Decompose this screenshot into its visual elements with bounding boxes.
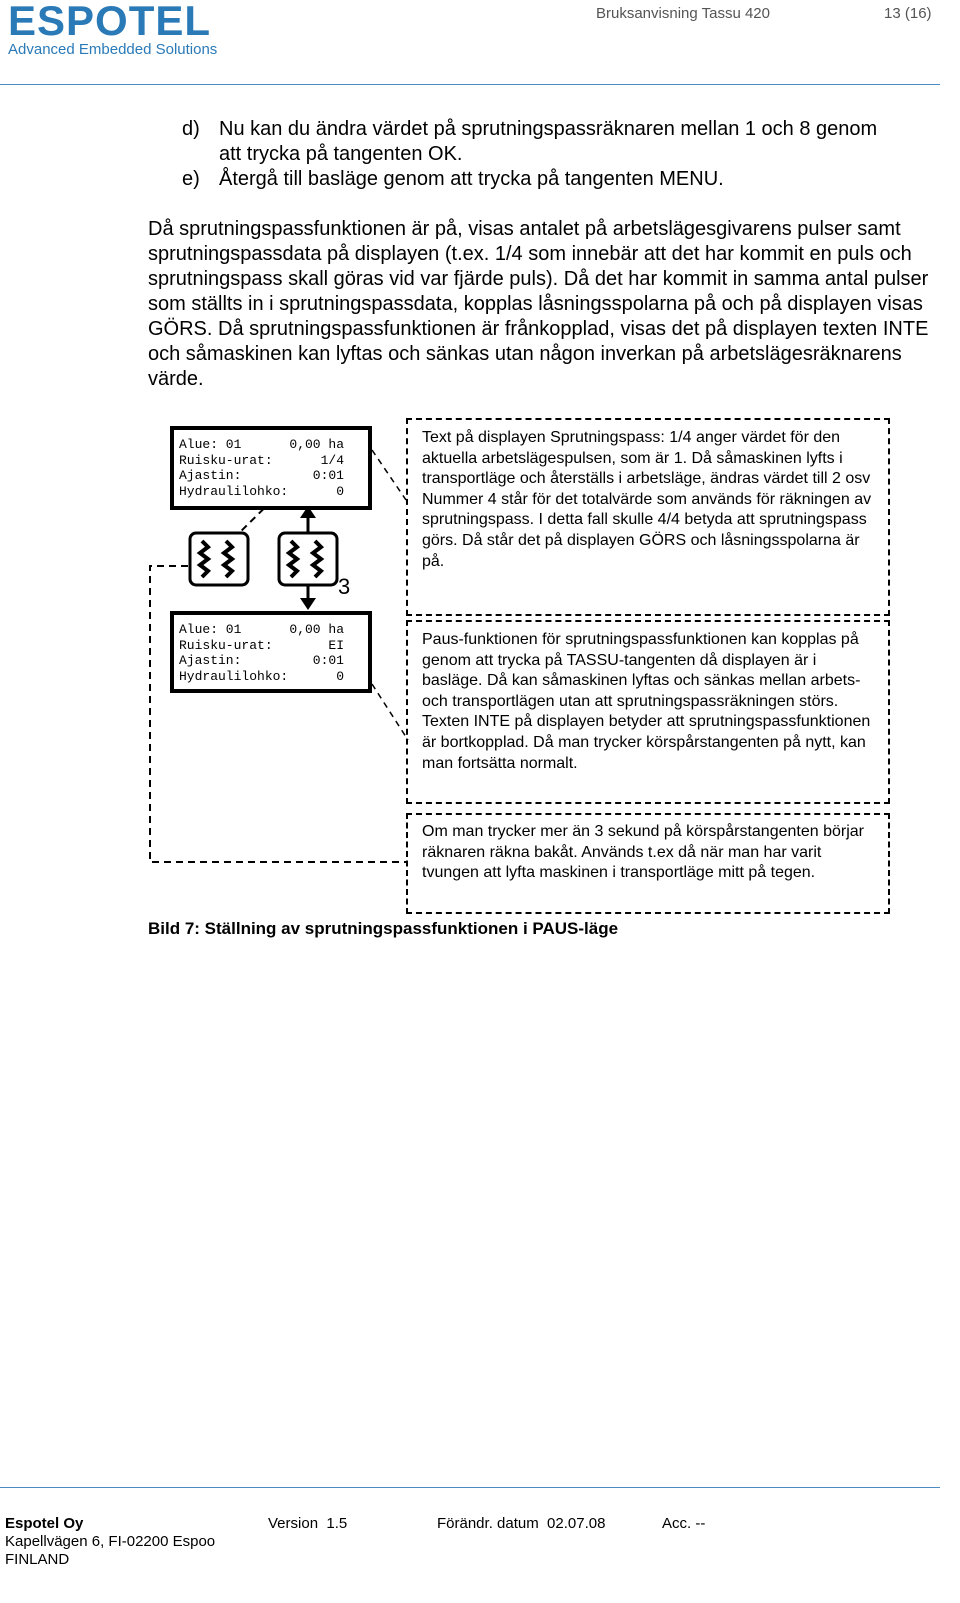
footer-country: FINLAND [5,1551,70,1568]
footer-version: Version 1.5 [268,1515,348,1532]
connector-line [372,684,408,740]
logo-subtitle: Advanced Embedded Solutions [8,41,218,58]
display-bottom [170,611,372,693]
footer-company: Espotel Oy [5,1515,84,1532]
list-item-label: e) [182,168,200,190]
step-number: 3 [338,574,351,599]
display-row: Ruisku-urat: EI [179,637,344,653]
page-number: 13 (16) [884,5,932,22]
connector-line [372,450,406,500]
list-item-text: Nu kan du ändra värdet på sprutningspassräknaren mellan 1 och 8 genom att trycka på tangenten OK. [219,118,878,165]
header-divider [0,84,940,85]
display-row: Alue: 01 0,00 ha [179,622,344,637]
list-item-e [182,167,902,192]
list-item-d [182,117,902,167]
display-row: Ajastin: 0:01 [179,653,344,668]
footer-address: Kapellvägen 6, FI-02200 Espoo [5,1533,216,1550]
document-title: Bruksanvisning Tassu 420 [596,5,770,22]
footer-change-date: Förändr. datum 02.07.08 [437,1515,606,1532]
list-item-text: Återgå till basläge genom att trycka på tangenten MENU. [219,168,724,190]
footer-divider [0,1487,940,1488]
display-row: Hydraulilohko: 0 [179,668,344,684]
callout-text: Paus-funktionen för sprutningspassfunktionen kan kopplas på genom att trycka på TASSU-tangenten då displayen är i basläge. Då kan såmaskinen lyftas och sänkas mellan arbets- och transportlägen utan att sprutningspassräkningen störs. Texten INTE på displayen betyder att sprutningspassfunktionen är bortkopplad. Då man trycker körspårstangenten på nytt, kan man fortsätta normalt. [422,631,871,772]
display-row: Ajastin: 0:01 [179,468,344,483]
display-row: Hydraulilohko: 0 [179,483,344,499]
display-top [170,426,372,510]
footer-acc: Acc. -- [662,1515,706,1532]
body-paragraph: Då sprutningspassfunktionen är på, visas antalet på arbetslägesgivarens pulser samt sprutningspassdata på displayen (t.ex. 1/4 som innebär att det har kommit en puls och sprutningspass skall göras vid var fjärde puls). Då det har kommit in samma antal pulser som ställts in i sprutningspassdata, kopplas låsningsspolarna på och på displayen visas GÖRS. Då sprutningspassfunktionen är frånkopplad, visas det på displayen texten INTE och såmaskinen kan lyftas och sänkas utan någon inverkan på arbetslägesräknarens värde. [148,218,929,390]
callout-text: Om man trycker mer än 3 sekund på körspårstangenten börjar räknaren räkna bakåt. Används t.ex då när man har varit tvungen att lyfta maskinen i transportläge mitt på tegen. [422,823,864,882]
callout-text: Text på displayen Sprutningspass: 1/4 anger värdet för den aktuella arbetslägespulsen, som är 1. Då såmaskinen lyfts i transportläge och återställs i arbetsläge, ändras värdet till 2 osv Nummer 4 står för det totalvärde som används för räkningen av sprutningspass. I detta fall skulle 4/4 betyda att sprutningspass görs. Då står det på displayen GÖRS och låsningsspolarna är på. [422,429,872,570]
figure-caption: Bild 7: Ställning av sprutningspassfunktionen i PAUS-läge [148,919,619,938]
display-row: Ruisku-urat: 1/4 [179,452,344,468]
list-item-label: d) [182,118,200,140]
sensor-icon [190,533,248,585]
display-row: Alue: 01 0,00 ha [179,437,344,452]
sensor-icon [279,533,337,585]
espotel-logo: ESPOTEL [8,0,212,44]
